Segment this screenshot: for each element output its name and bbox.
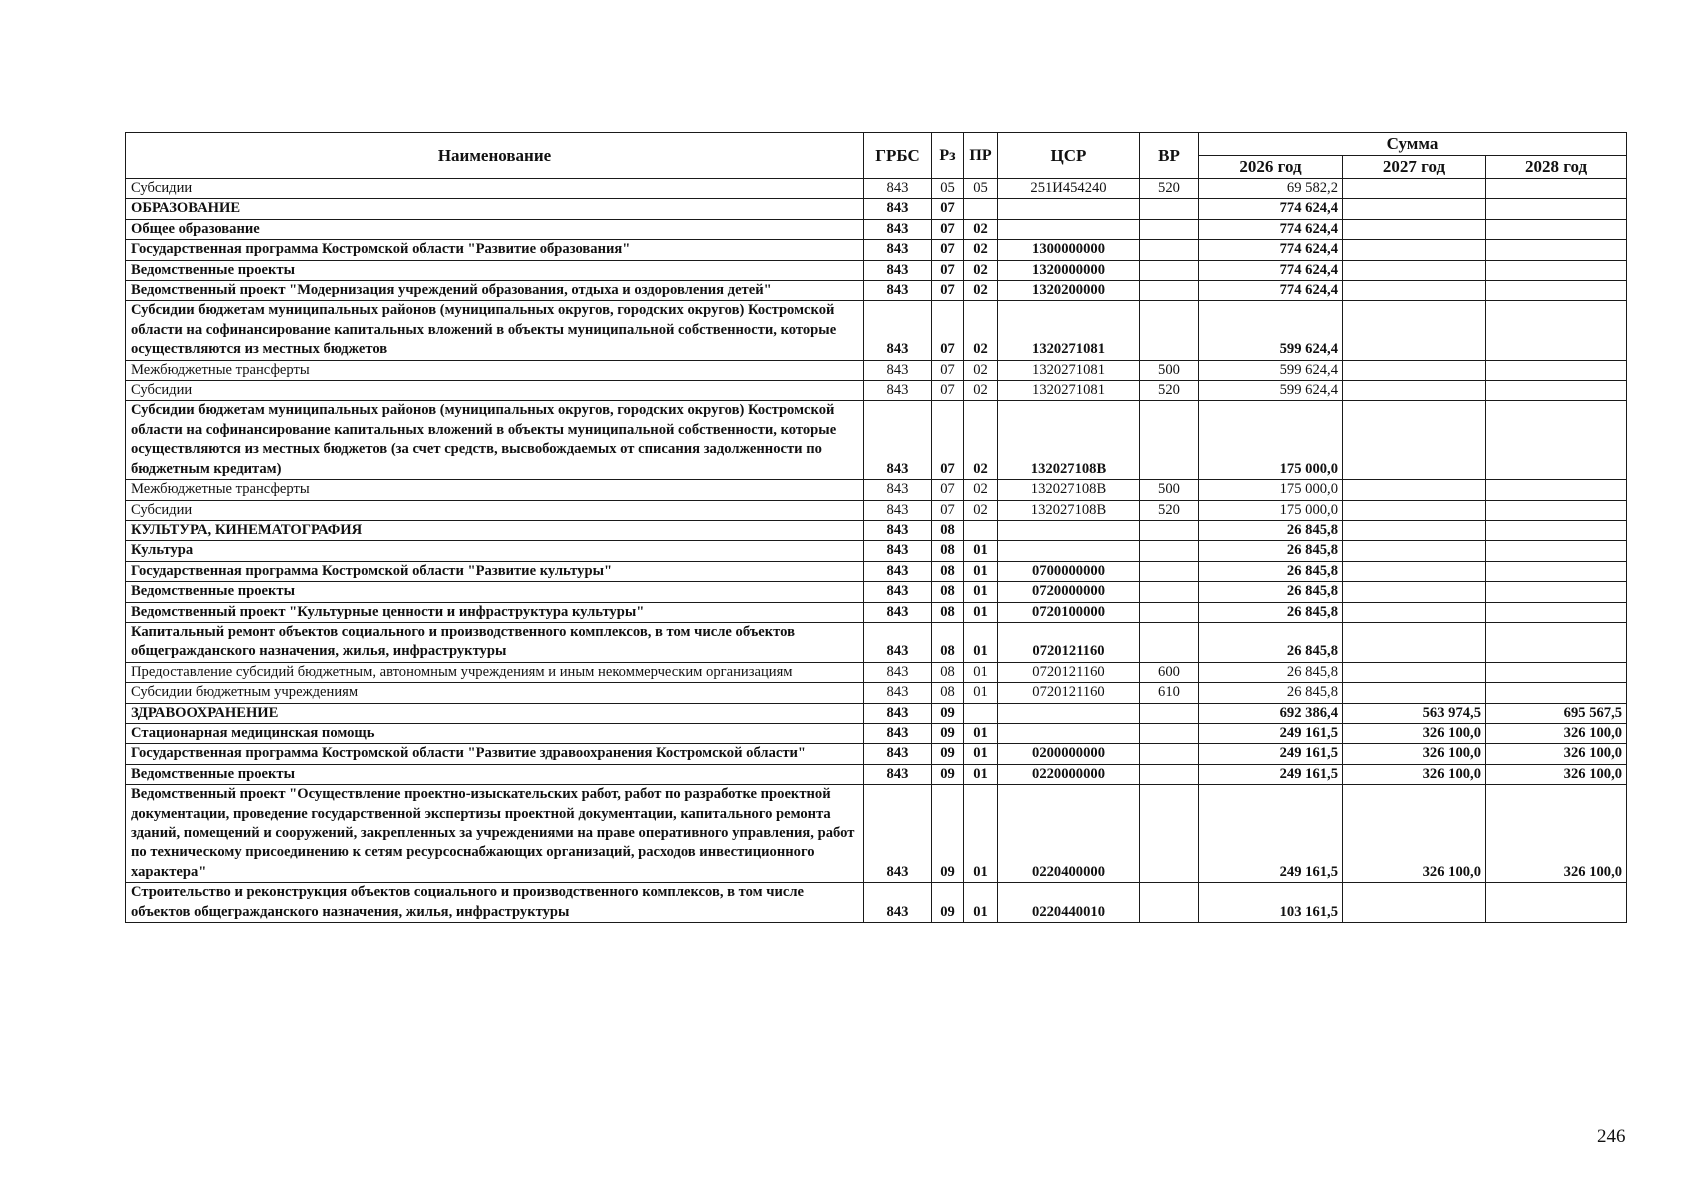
table-row xyxy=(126,744,1627,764)
cell-grbs: 843 xyxy=(864,260,932,280)
cell-vr: 500 xyxy=(1140,360,1199,380)
cell-rz: 09 xyxy=(932,883,964,923)
cell-2027 xyxy=(1343,622,1486,662)
cell-grbs: 843 xyxy=(864,281,932,301)
header-2026: 2026 год xyxy=(1199,156,1343,179)
cell-name: Ведомственный проект "Осуществление проектно-изыскательских работ, работ по разработке проектной документации, проведение государственной экспертизы проектной документации, капитального ремонта зданий, помещений и сооружений, закрепленных за учреждениями на праве оперативного управления, работ по техническому присоединению к сетям ресурсоснабжающих организаций, расходов инвестиционного характера" xyxy=(126,785,864,883)
cell-csr: 251И454240 xyxy=(998,179,1140,199)
cell-vr xyxy=(1140,723,1199,743)
cell-pr: 02 xyxy=(964,260,998,280)
cell-name: Строительство и реконструкция объектов социального и производственного комплексов, в том числе объектов общегражданского назначения, жилья, инфраструктуры xyxy=(126,883,864,923)
cell-rz: 07 xyxy=(932,199,964,219)
cell-2026: 26 845,8 xyxy=(1199,602,1343,622)
cell-2028: 326 100,0 xyxy=(1486,785,1627,883)
cell-2028 xyxy=(1486,500,1627,520)
cell-2028 xyxy=(1486,662,1627,682)
cell-vr xyxy=(1140,541,1199,561)
cell-pr: 01 xyxy=(964,723,998,743)
budget-table xyxy=(125,132,1627,923)
table-row xyxy=(126,199,1627,219)
cell-csr: 132027108B xyxy=(998,500,1140,520)
table-row xyxy=(126,301,1627,360)
cell-rz: 08 xyxy=(932,520,964,540)
cell-name: ЗДРАВООХРАНЕНИЕ xyxy=(126,703,864,723)
cell-pr: 02 xyxy=(964,381,998,401)
cell-csr: 132027108B xyxy=(998,401,1140,480)
table-row xyxy=(126,561,1627,581)
cell-name: Государственная программа Костромской области "Развитие здравоохранения Костромской области" xyxy=(126,744,864,764)
cell-grbs: 843 xyxy=(864,500,932,520)
cell-vr xyxy=(1140,764,1199,784)
cell-pr: 02 xyxy=(964,480,998,500)
cell-2028 xyxy=(1486,602,1627,622)
cell-name: ОБРАЗОВАНИЕ xyxy=(126,199,864,219)
cell-pr: 02 xyxy=(964,500,998,520)
table-row xyxy=(126,662,1627,682)
table-row xyxy=(126,240,1627,260)
cell-csr xyxy=(998,703,1140,723)
cell-pr: 01 xyxy=(964,582,998,602)
cell-csr: 0720121160 xyxy=(998,683,1140,703)
cell-name: Ведомственный проект "Культурные ценности и инфраструктура культуры" xyxy=(126,602,864,622)
cell-csr xyxy=(998,541,1140,561)
table-row xyxy=(126,785,1627,883)
cell-2027 xyxy=(1343,281,1486,301)
cell-vr: 520 xyxy=(1140,179,1199,199)
cell-pr: 01 xyxy=(964,683,998,703)
cell-pr: 01 xyxy=(964,764,998,784)
cell-2028 xyxy=(1486,683,1627,703)
cell-rz: 08 xyxy=(932,561,964,581)
cell-2028: 326 100,0 xyxy=(1486,723,1627,743)
cell-grbs: 843 xyxy=(864,561,932,581)
cell-vr xyxy=(1140,301,1199,360)
cell-name: Ведомственные проекты xyxy=(126,764,864,784)
cell-name: Субсидии бюджетным учреждениям xyxy=(126,683,864,703)
cell-2028 xyxy=(1486,381,1627,401)
cell-2026: 774 624,4 xyxy=(1199,240,1343,260)
table-row xyxy=(126,723,1627,743)
cell-2028 xyxy=(1486,199,1627,219)
page-number: 246 xyxy=(1597,1126,1626,1147)
cell-vr xyxy=(1140,883,1199,923)
cell-rz: 08 xyxy=(932,541,964,561)
table-row xyxy=(126,520,1627,540)
cell-grbs: 843 xyxy=(864,582,932,602)
cell-grbs: 843 xyxy=(864,401,932,480)
cell-vr xyxy=(1140,785,1199,883)
cell-2026: 599 624,4 xyxy=(1199,360,1343,380)
cell-2026: 26 845,8 xyxy=(1199,561,1343,581)
cell-2028: 695 567,5 xyxy=(1486,703,1627,723)
cell-csr: 0720121160 xyxy=(998,622,1140,662)
table-body xyxy=(126,179,1627,923)
cell-csr: 1320271081 xyxy=(998,301,1140,360)
table-row xyxy=(126,381,1627,401)
table-row xyxy=(126,281,1627,301)
cell-2028 xyxy=(1486,541,1627,561)
table-row xyxy=(126,602,1627,622)
cell-2027 xyxy=(1343,401,1486,480)
cell-name: Субсидии xyxy=(126,500,864,520)
cell-2026: 249 161,5 xyxy=(1199,744,1343,764)
cell-2026: 175 000,0 xyxy=(1199,500,1343,520)
cell-pr: 02 xyxy=(964,240,998,260)
cell-csr: 0220400000 xyxy=(998,785,1140,883)
cell-2027: 326 100,0 xyxy=(1343,723,1486,743)
table-row xyxy=(126,401,1627,480)
cell-vr xyxy=(1140,199,1199,219)
cell-csr: 0720000000 xyxy=(998,582,1140,602)
cell-pr xyxy=(964,703,998,723)
cell-2028 xyxy=(1486,561,1627,581)
cell-2026: 26 845,8 xyxy=(1199,582,1343,602)
table-row xyxy=(126,883,1627,923)
cell-rz: 07 xyxy=(932,480,964,500)
header-sum: Сумма xyxy=(1199,133,1627,156)
cell-csr: 0720100000 xyxy=(998,602,1140,622)
cell-rz: 09 xyxy=(932,764,964,784)
cell-vr xyxy=(1140,602,1199,622)
cell-2027 xyxy=(1343,561,1486,581)
cell-2027 xyxy=(1343,480,1486,500)
cell-pr: 05 xyxy=(964,179,998,199)
cell-2026: 249 161,5 xyxy=(1199,764,1343,784)
table-row xyxy=(126,480,1627,500)
header-2028: 2028 год xyxy=(1486,156,1627,179)
cell-grbs: 843 xyxy=(864,381,932,401)
cell-name: Стационарная медицинская помощь xyxy=(126,723,864,743)
cell-2028 xyxy=(1486,219,1627,239)
cell-2026: 26 845,8 xyxy=(1199,541,1343,561)
header-rz: Рз xyxy=(932,133,964,179)
cell-grbs: 843 xyxy=(864,480,932,500)
cell-rz: 09 xyxy=(932,744,964,764)
header-2027: 2027 год xyxy=(1343,156,1486,179)
header-vr: ВР xyxy=(1140,133,1199,179)
cell-rz: 08 xyxy=(932,582,964,602)
cell-2028 xyxy=(1486,883,1627,923)
cell-2026: 599 624,4 xyxy=(1199,381,1343,401)
cell-vr: 600 xyxy=(1140,662,1199,682)
cell-csr: 1320200000 xyxy=(998,281,1140,301)
cell-2026: 69 582,2 xyxy=(1199,179,1343,199)
cell-name: Субсидии xyxy=(126,179,864,199)
cell-csr: 0220440010 xyxy=(998,883,1140,923)
cell-rz: 09 xyxy=(932,785,964,883)
cell-name: Ведомственные проекты xyxy=(126,582,864,602)
cell-2028 xyxy=(1486,281,1627,301)
cell-name: Предоставление субсидий бюджетным, автономным учреждениям и иным некоммерческим организациям xyxy=(126,662,864,682)
cell-csr: 0700000000 xyxy=(998,561,1140,581)
cell-2026: 599 624,4 xyxy=(1199,301,1343,360)
cell-grbs: 843 xyxy=(864,683,932,703)
cell-vr xyxy=(1140,281,1199,301)
cell-rz: 07 xyxy=(932,500,964,520)
cell-name: Межбюджетные трансферты xyxy=(126,360,864,380)
cell-vr xyxy=(1140,582,1199,602)
cell-rz: 08 xyxy=(932,662,964,682)
cell-2027 xyxy=(1343,683,1486,703)
cell-pr: 01 xyxy=(964,662,998,682)
cell-2028 xyxy=(1486,240,1627,260)
cell-grbs: 843 xyxy=(864,764,932,784)
cell-2027 xyxy=(1343,381,1486,401)
header-name: Наименование xyxy=(126,133,864,179)
cell-grbs: 843 xyxy=(864,662,932,682)
cell-2027 xyxy=(1343,883,1486,923)
cell-grbs: 843 xyxy=(864,179,932,199)
cell-rz: 09 xyxy=(932,723,964,743)
cell-rz: 07 xyxy=(932,260,964,280)
cell-2027 xyxy=(1343,219,1486,239)
cell-grbs: 843 xyxy=(864,622,932,662)
cell-vr xyxy=(1140,622,1199,662)
cell-pr: 01 xyxy=(964,883,998,923)
cell-2026: 175 000,0 xyxy=(1199,401,1343,480)
cell-name: Государственная программа Костромской области "Развитие культуры" xyxy=(126,561,864,581)
cell-2028 xyxy=(1486,301,1627,360)
cell-2027: 563 974,5 xyxy=(1343,703,1486,723)
cell-2026: 103 161,5 xyxy=(1199,883,1343,923)
table-row xyxy=(126,622,1627,662)
cell-2027 xyxy=(1343,240,1486,260)
cell-name: КУЛЬТУРА, КИНЕМАТОГРАФИЯ xyxy=(126,520,864,540)
cell-pr: 02 xyxy=(964,401,998,480)
cell-csr xyxy=(998,199,1140,219)
cell-name: Культура xyxy=(126,541,864,561)
cell-vr xyxy=(1140,240,1199,260)
cell-rz: 08 xyxy=(932,683,964,703)
cell-2026: 774 624,4 xyxy=(1199,199,1343,219)
cell-2027 xyxy=(1343,260,1486,280)
cell-2027 xyxy=(1343,500,1486,520)
table-row xyxy=(126,541,1627,561)
cell-csr: 0720121160 xyxy=(998,662,1140,682)
header-grbs: ГРБС xyxy=(864,133,932,179)
table-row xyxy=(126,683,1627,703)
cell-2026: 26 845,8 xyxy=(1199,622,1343,662)
cell-2028 xyxy=(1486,360,1627,380)
cell-pr: 01 xyxy=(964,602,998,622)
cell-2027 xyxy=(1343,602,1486,622)
cell-pr xyxy=(964,520,998,540)
cell-2028: 326 100,0 xyxy=(1486,764,1627,784)
cell-rz: 08 xyxy=(932,602,964,622)
cell-vr: 520 xyxy=(1140,381,1199,401)
cell-name: Субсидии бюджетам муниципальных районов (муниципальных округов, городских округов) Костромской области на софинансирование капитальных вложений в объекты муниципальной собственности, которые осуществляются из местных бюджетов xyxy=(126,301,864,360)
cell-vr xyxy=(1140,744,1199,764)
table-row xyxy=(126,260,1627,280)
cell-vr xyxy=(1140,260,1199,280)
cell-pr: 01 xyxy=(964,541,998,561)
cell-csr: 1300000000 xyxy=(998,240,1140,260)
cell-2028 xyxy=(1486,179,1627,199)
cell-pr: 02 xyxy=(964,219,998,239)
cell-2027 xyxy=(1343,360,1486,380)
cell-2027: 326 100,0 xyxy=(1343,764,1486,784)
cell-2028 xyxy=(1486,260,1627,280)
table-row xyxy=(126,500,1627,520)
table-row xyxy=(126,764,1627,784)
cell-pr: 02 xyxy=(964,281,998,301)
cell-vr xyxy=(1140,401,1199,480)
cell-rz: 07 xyxy=(932,381,964,401)
cell-name: Государственная программа Костромской области "Развитие образования" xyxy=(126,240,864,260)
cell-pr: 01 xyxy=(964,561,998,581)
cell-csr: 1320271081 xyxy=(998,381,1140,401)
cell-grbs: 843 xyxy=(864,883,932,923)
cell-name: Капитальный ремонт объектов социального и производственного комплексов, в том числе объектов общегражданского назначения, жилья, инфраструктуры xyxy=(126,622,864,662)
cell-pr xyxy=(964,199,998,219)
table-row xyxy=(126,360,1627,380)
cell-grbs: 843 xyxy=(864,219,932,239)
cell-2027 xyxy=(1343,662,1486,682)
cell-csr xyxy=(998,723,1140,743)
cell-2026: 692 386,4 xyxy=(1199,703,1343,723)
header-pr: ПР xyxy=(964,133,998,179)
cell-2027 xyxy=(1343,179,1486,199)
cell-pr: 02 xyxy=(964,360,998,380)
cell-vr: 500 xyxy=(1140,480,1199,500)
cell-vr xyxy=(1140,561,1199,581)
cell-rz: 05 xyxy=(932,179,964,199)
cell-2026: 249 161,5 xyxy=(1199,785,1343,883)
cell-2027 xyxy=(1343,582,1486,602)
cell-name: Общее образование xyxy=(126,219,864,239)
cell-rz: 07 xyxy=(932,360,964,380)
cell-grbs: 843 xyxy=(864,703,932,723)
cell-2026: 774 624,4 xyxy=(1199,281,1343,301)
cell-2026: 774 624,4 xyxy=(1199,260,1343,280)
cell-pr: 01 xyxy=(964,744,998,764)
cell-csr: 1320271081 xyxy=(998,360,1140,380)
cell-2027 xyxy=(1343,301,1486,360)
cell-vr: 520 xyxy=(1140,500,1199,520)
cell-2027 xyxy=(1343,520,1486,540)
cell-name: Ведомственный проект "Модернизация учреждений образования, отдыха и оздоровления детей" xyxy=(126,281,864,301)
cell-name: Межбюджетные трансферты xyxy=(126,480,864,500)
cell-grbs: 843 xyxy=(864,541,932,561)
cell-2027 xyxy=(1343,541,1486,561)
cell-grbs: 843 xyxy=(864,240,932,260)
cell-2027: 326 100,0 xyxy=(1343,785,1486,883)
cell-rz: 07 xyxy=(932,219,964,239)
cell-2028: 326 100,0 xyxy=(1486,744,1627,764)
cell-grbs: 843 xyxy=(864,723,932,743)
cell-grbs: 843 xyxy=(864,199,932,219)
cell-rz: 07 xyxy=(932,401,964,480)
header-csr: ЦСР xyxy=(998,133,1140,179)
table-row xyxy=(126,582,1627,602)
cell-2026: 26 845,8 xyxy=(1199,662,1343,682)
cell-2026: 774 624,4 xyxy=(1199,219,1343,239)
cell-grbs: 843 xyxy=(864,785,932,883)
cell-2026: 249 161,5 xyxy=(1199,723,1343,743)
cell-grbs: 843 xyxy=(864,602,932,622)
cell-2026: 26 845,8 xyxy=(1199,520,1343,540)
cell-grbs: 843 xyxy=(864,301,932,360)
cell-grbs: 843 xyxy=(864,360,932,380)
table-row xyxy=(126,703,1627,723)
cell-rz: 07 xyxy=(932,281,964,301)
cell-2028 xyxy=(1486,622,1627,662)
cell-vr xyxy=(1140,219,1199,239)
cell-2028 xyxy=(1486,401,1627,480)
cell-vr xyxy=(1140,703,1199,723)
cell-2027: 326 100,0 xyxy=(1343,744,1486,764)
cell-pr: 01 xyxy=(964,785,998,883)
cell-csr: 1320000000 xyxy=(998,260,1140,280)
cell-2026: 175 000,0 xyxy=(1199,480,1343,500)
cell-grbs: 843 xyxy=(864,744,932,764)
table-row xyxy=(126,219,1627,239)
cell-csr: 0220000000 xyxy=(998,764,1140,784)
cell-pr: 02 xyxy=(964,301,998,360)
cell-2027 xyxy=(1343,199,1486,219)
cell-name: Субсидии xyxy=(126,381,864,401)
cell-rz: 07 xyxy=(932,240,964,260)
cell-vr: 610 xyxy=(1140,683,1199,703)
cell-vr xyxy=(1140,520,1199,540)
cell-2028 xyxy=(1486,520,1627,540)
cell-2026: 26 845,8 xyxy=(1199,683,1343,703)
cell-2028 xyxy=(1486,582,1627,602)
cell-csr xyxy=(998,219,1140,239)
cell-rz: 08 xyxy=(932,622,964,662)
cell-name: Субсидии бюджетам муниципальных районов (муниципальных округов, городских округов) Костромской области на софинансирование капитальных вложений в объекты муниципальной собственности, которые осуществляются из местных бюджетов (за счет средств, высвобождаемых от списания задолженности по бюджетным кредитам) xyxy=(126,401,864,480)
cell-name: Ведомственные проекты xyxy=(126,260,864,280)
cell-2028 xyxy=(1486,480,1627,500)
cell-grbs: 843 xyxy=(864,520,932,540)
cell-pr: 01 xyxy=(964,622,998,662)
cell-csr: 0200000000 xyxy=(998,744,1140,764)
table-row xyxy=(126,179,1627,199)
cell-csr: 132027108B xyxy=(998,480,1140,500)
cell-rz: 07 xyxy=(932,301,964,360)
cell-rz: 09 xyxy=(932,703,964,723)
cell-csr xyxy=(998,520,1140,540)
